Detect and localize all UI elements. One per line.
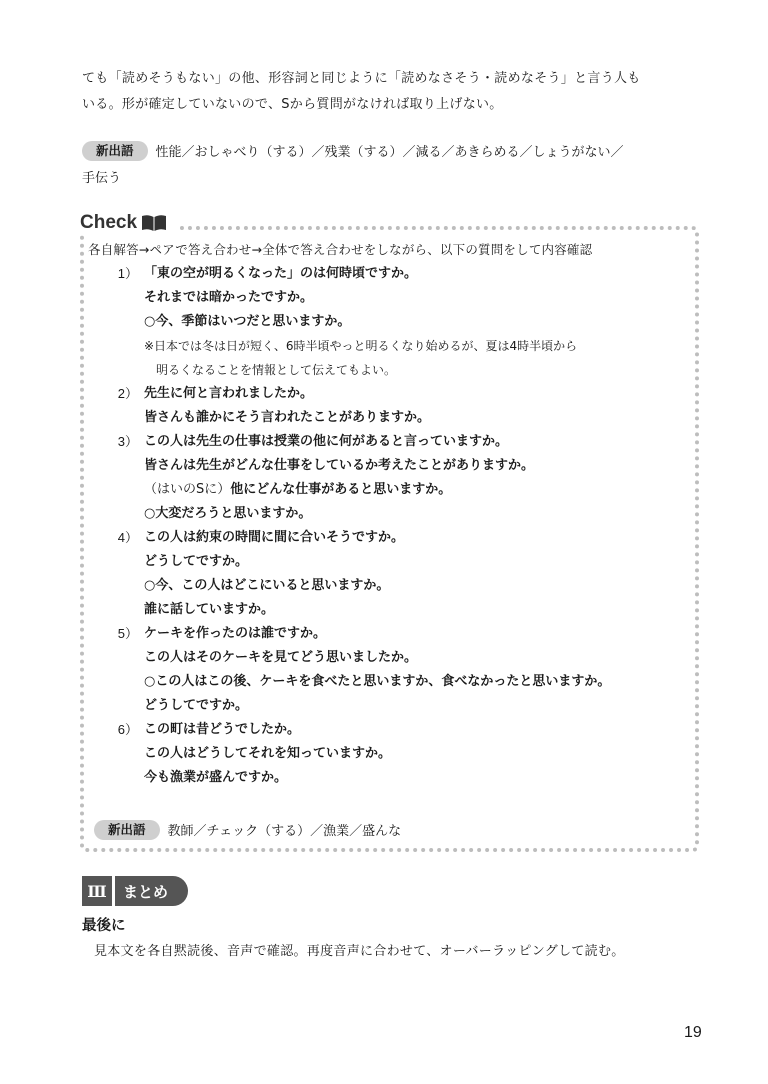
question-line: 先生に何と言われましたか。 [144, 386, 314, 401]
question-number: 1） [117, 266, 138, 281]
question-paren-note: （はいのSに） [144, 482, 231, 497]
intro-line: ても「読めそうもない」の他、形容詞と同じように「読めなさそう・読めなそう」と言う人も [82, 71, 641, 86]
check-instruction: 各自解答→ペアで答え合わせ→全体で答え合わせをしながら、以下の質問をして内容確認 [88, 242, 593, 257]
new-vocabulary-1 [82, 140, 702, 192]
question-text: 他にどんな仕事があると思いますか。 [230, 482, 452, 497]
final-text: 見本文を各自黙読後、音声で確認。再度音声に合わせて、オーバーラッピングして読む。 [94, 944, 625, 959]
open-book-icon [141, 214, 167, 232]
final-heading: 最後に [82, 918, 126, 934]
new-vocabulary-list: 教師／チェック（する）／漁業／盛んな [167, 824, 402, 839]
question-item [90, 526, 700, 622]
question-line: 「東の空が明るくなった」のは何時頃ですか。 [144, 266, 418, 281]
new-vocabulary-list: 手伝う [82, 171, 122, 186]
intro-paragraph [82, 66, 702, 118]
question-line: 今も漁業が盛んですか。 [144, 770, 288, 785]
page-number: 19 [684, 1024, 702, 1041]
check-title-text: Check [80, 212, 138, 233]
question-line: ケーキを作ったのは誰ですか。 [144, 626, 327, 641]
check-title [80, 212, 167, 234]
question-line: この人は約束の時間に間に合いそうですか。 [144, 530, 405, 545]
new-vocabulary-badge: 新出語 [82, 141, 148, 161]
intro-line: いる。形が確定していないので、Sから質問がなければ取り上げない。 [82, 97, 503, 112]
section-label: まとめ [115, 876, 188, 906]
question-line: ○この人はこの後、ケーキを食べたと思いますか、食べなかったと思いますか。 [144, 674, 611, 689]
question-number: 5） [117, 626, 138, 641]
question-line: ○今、この人はどこにいると思いますか。 [144, 578, 390, 593]
question-number: 3） [117, 434, 138, 449]
question-line: 誰に話していますか。 [144, 602, 275, 617]
question-number: 2） [117, 386, 138, 401]
question-number: 4） [117, 530, 138, 545]
new-vocabulary-list: 性能／おしゃべり（する）／残業（する）／減る／あきらめる／しょうがない／ [155, 145, 624, 160]
question-line [144, 478, 700, 502]
teacher-note: 明るくなることを情報として伝えてもよい。 [156, 363, 397, 377]
question-line: 皆さんは先生がどんな仕事をしているか考えたことがありますか。 [144, 458, 535, 473]
question-item [90, 262, 700, 382]
question-line: この町は昔どうでしたか。 [144, 722, 301, 737]
teacher-note: ※日本では冬は日が短く、6時半頃やっと明るくなり始めるが、夏は4時半頃から [144, 339, 578, 353]
question-item [90, 622, 700, 718]
question-item [90, 382, 700, 430]
question-line: この人はそのケーキを見てどう思いましたか。 [144, 650, 418, 665]
section-header [82, 876, 188, 906]
question-line: 皆さんも誰かにそう言われたことがありますか。 [144, 410, 431, 425]
new-vocabulary-2 [94, 819, 401, 845]
question-item [90, 718, 700, 790]
question-number: 6） [117, 722, 138, 737]
question-item [90, 430, 700, 526]
question-line: この人は先生の仕事は授業の他に何があると言っていますか。 [144, 434, 509, 449]
check-content [90, 238, 700, 790]
new-vocabulary-badge: 新出語 [94, 820, 160, 840]
section-number: Ⅲ [82, 876, 112, 906]
question-line: この人はどうしてそれを知っていますか。 [144, 746, 392, 761]
question-line: どうしてですか。 [144, 554, 249, 569]
question-line: ○今、季節はいつだと思いますか。 [144, 314, 351, 329]
question-line: ○大変だろうと思いますか。 [144, 506, 312, 521]
question-line: どうしてですか。 [144, 698, 249, 713]
question-line: それまでは暗かったですか。 [144, 290, 314, 305]
